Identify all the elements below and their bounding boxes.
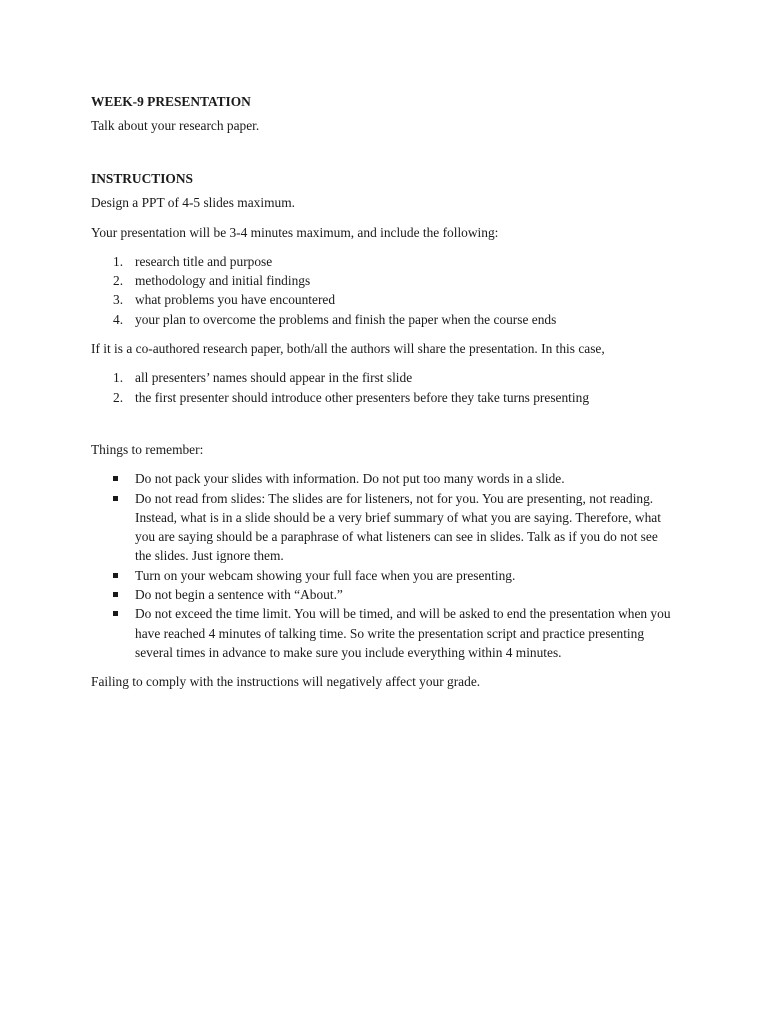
list-number: 4. bbox=[113, 311, 124, 327]
remember-list bbox=[91, 469, 691, 662]
list-number: 1. bbox=[113, 253, 124, 269]
closing-text: Failing to comply with the instructions will negatively affect your grade. bbox=[91, 674, 481, 690]
list-item bbox=[91, 489, 675, 566]
presentation-text: Your presentation will be 3-4 minutes maximum, and include the following: bbox=[91, 224, 499, 240]
bullet-icon bbox=[113, 496, 118, 501]
list-number: 1. bbox=[113, 370, 124, 386]
document-page bbox=[91, 92, 691, 692]
list-item-text: methodology and initial findings bbox=[135, 273, 311, 289]
list-item bbox=[91, 604, 675, 662]
bullet-icon bbox=[113, 592, 118, 597]
coauthor-text: If it is a co-authored research paper, both/all the authors will share the presentation. In this case, bbox=[91, 341, 605, 357]
list-item bbox=[91, 310, 691, 329]
list-item bbox=[91, 252, 691, 271]
list-item bbox=[91, 368, 691, 387]
list-item bbox=[91, 469, 675, 488]
intro-text: Talk about your research paper. bbox=[91, 118, 260, 133]
list-item-text: Do not exceed the time limit. You will be timed, and will be asked to end the presentation when you have reached 4 minutes of talking time. So write the presentation script and practice presenting several times in advance to make sure you include everything within 4 minutes. bbox=[135, 606, 671, 660]
design-text: Design a PPT of 4-5 slides maximum. bbox=[91, 195, 295, 211]
list-number: 2. bbox=[113, 389, 124, 405]
list-item-text: all presenters’ names should appear in the first slide bbox=[135, 370, 413, 386]
include-list bbox=[91, 252, 691, 329]
page-title: WEEK-9 PRESENTATION bbox=[91, 94, 251, 109]
list-item-text: the first presenter should introduce other presenters before they take turns presenting bbox=[135, 389, 590, 405]
list-item-text: what problems you have encountered bbox=[135, 292, 336, 308]
list-item bbox=[91, 290, 691, 309]
list-item-text: research title and purpose bbox=[135, 253, 273, 269]
bullet-icon bbox=[113, 476, 118, 481]
remember-heading: Things to remember: bbox=[91, 441, 204, 457]
list-item-text: Turn on your webcam showing your full face when you are presenting. bbox=[135, 567, 516, 583]
list-item bbox=[91, 388, 691, 407]
list-item bbox=[91, 566, 675, 585]
list-item bbox=[91, 585, 675, 604]
list-number: 2. bbox=[113, 273, 124, 289]
bullet-icon bbox=[113, 611, 118, 616]
coauthor-list bbox=[91, 368, 691, 407]
list-item bbox=[91, 271, 691, 290]
list-item-text: your plan to overcome the problems and finish the paper when the course ends bbox=[135, 311, 557, 327]
instructions-heading: INSTRUCTIONS bbox=[91, 171, 193, 187]
list-item-text: Do not pack your slides with information. Do not put too many words in a slide. bbox=[135, 471, 565, 487]
list-item-text: Do not begin a sentence with “About.” bbox=[135, 587, 343, 603]
list-item-text: Do not read from slides: The slides are for listeners, not for you. You are presenting, not reading. Instead, what is in a slide should be a very brief summary of what you are saying. Therefore, what you are saying should be a paraphrase of what listeners can see in slides. Talk as if you do not see the slides. Just ignore them. bbox=[135, 490, 661, 564]
list-number: 3. bbox=[113, 292, 124, 308]
bullet-icon bbox=[113, 573, 118, 578]
